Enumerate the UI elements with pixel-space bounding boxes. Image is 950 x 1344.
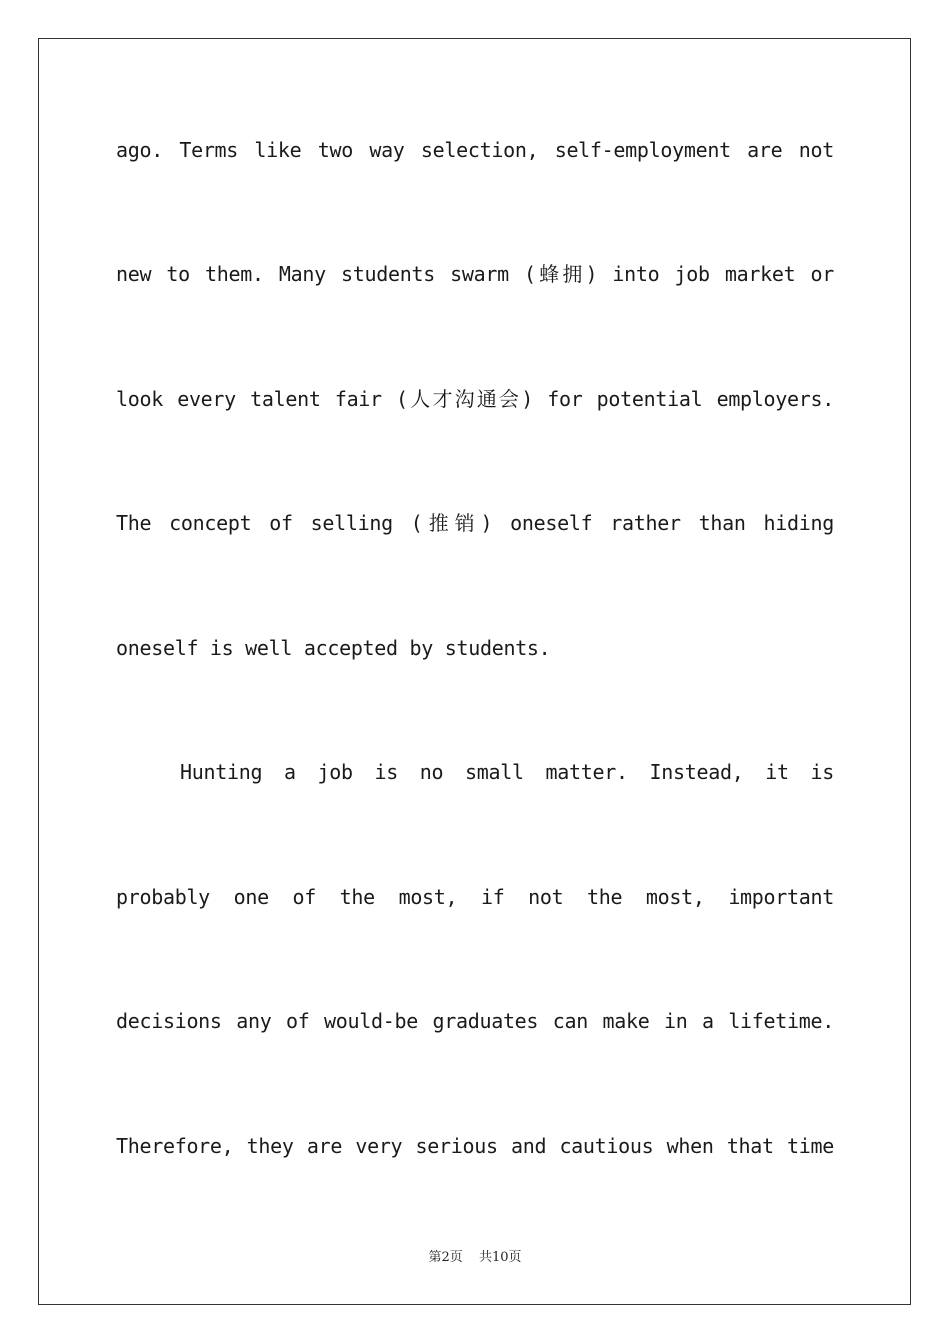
text-line: decisions any of would-be graduates can make in a lifetime.	[116, 1009, 834, 1033]
text-line: new to them. Many students swarm (蜂拥) into job market or	[116, 262, 834, 286]
page-footer	[0, 1246, 950, 1265]
text-line: oneself is well accepted by students.	[116, 636, 551, 660]
page-number: 第2页	[428, 1250, 463, 1265]
text-line: look every talent fair (人才沟通会) for potential employers.	[116, 387, 834, 411]
text-line: probably one of the most, if not the most, important	[116, 885, 834, 909]
page-total: 共10页	[478, 1250, 522, 1265]
text-line: ago. Terms like two way selection, self-employment are not	[116, 138, 834, 162]
page-frame	[38, 38, 911, 1305]
text-line: Hunting a job is no small matter. Instead, it is	[180, 760, 834, 784]
text-line: Therefore, they are very serious and cautious when that time	[116, 1134, 834, 1158]
text-line: The concept of selling (推销) oneself rather than hiding	[116, 511, 834, 535]
